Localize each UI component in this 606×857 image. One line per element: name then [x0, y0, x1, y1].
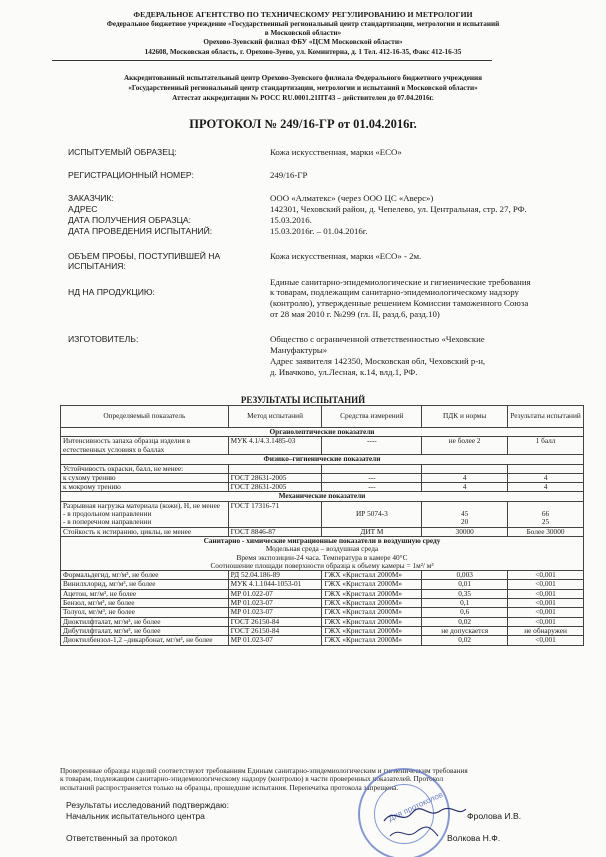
- field-value: 249/16-ГР: [270, 170, 308, 180]
- table-cell: [508, 464, 584, 473]
- table-cell: ГЖХ «Кристалл 2000М»: [322, 571, 422, 580]
- table-row: [61, 580, 584, 589]
- table-cell: [228, 464, 322, 473]
- stamp-text: Для протоколов: [386, 789, 445, 824]
- field-label: ДАТА ПРОВЕДЕНИЯ ИСПЫТАНИЙ:: [68, 226, 213, 236]
- header-line: 142608, Московская область, г. Орехово-Зуево, ул. Коминтерна, д. 1 Тел. 412-16-35, Факс 412-16-35: [144, 48, 462, 56]
- table-cell: 0,6: [422, 608, 508, 617]
- table-cell: ГЖХ «Кристалл 2000М»: [322, 636, 422, 645]
- table-cell: Ацетон, мг/м³, не более: [61, 589, 229, 598]
- responsible-name: Волкова Н.Ф.: [447, 833, 501, 843]
- table-cell: [322, 464, 422, 473]
- note-line: к товарам, подлежащим санитарно-эпидемиологическому надзору (контролю) в части проверенных показателей. Протокол: [60, 774, 444, 784]
- table-cell: Диоктилфталат, мг/м³, не более: [61, 617, 229, 626]
- cell-line: - в поперечном направлении: [63, 517, 152, 527]
- table-cell: [61, 501, 229, 527]
- table-cell: ГЖХ «Кристалл 2000М»: [322, 626, 422, 635]
- table-cell: [422, 464, 508, 473]
- table-cell: 0,02: [422, 617, 508, 626]
- section-row: [61, 492, 584, 501]
- table-row: [61, 464, 584, 473]
- field-label: ИСПЫТУЕМЫЙ ОБРАЗЕЦ:: [68, 147, 177, 157]
- table-cell: ГОСТ 28631-2005: [228, 483, 322, 492]
- chem-rows: [61, 571, 584, 645]
- table-cell: не обнаружен: [508, 626, 584, 635]
- table-cell: ГОСТ 26150-84: [228, 626, 322, 635]
- header-line: «Государственный региональный центр стандартизации, метрологии и испытаний в Московской области»: [128, 84, 478, 92]
- cell-line: 66: [541, 509, 550, 519]
- table-cell: Бензол, мг/м³, не более: [61, 599, 229, 608]
- table-cell: МР 01.023-07: [228, 636, 322, 645]
- section-line: Время экспозиции-24 часа. Температура в камере 40°С: [236, 552, 408, 562]
- header-line: Аккредитованный испытательный центр Орехово-Зуевского филиала Федерального бюджетного учреждения: [123, 74, 483, 82]
- field-label: ИСПЫТАНИЯ:: [68, 261, 126, 271]
- table-cell: к мокрому трению: [61, 483, 229, 492]
- head-name: Фролова И.В.: [467, 811, 522, 821]
- field-value: 15.03.2016.: [270, 215, 312, 225]
- table-cell: 1 балл: [508, 437, 584, 455]
- table-header-row: [61, 406, 584, 428]
- column-header: Результаты испытаний: [508, 406, 584, 428]
- cell-line: 20: [461, 517, 469, 527]
- table-row: [61, 608, 584, 617]
- field-label: ИЗГОТОВИТЕЛЬ:: [68, 334, 139, 344]
- field-value: 15.03.2016г. – 01.04.2016г.: [270, 226, 368, 236]
- cell-line: Разрывная нагрузка материала (кожи), Н, не менее: [63, 500, 221, 510]
- table-cell: МУК 4.1.1044-1053-01: [228, 580, 322, 589]
- table-cell: <0,001: [508, 589, 584, 598]
- table-cell: Интенсивность запаха образца изделия в естественных условиях в баллах: [61, 437, 229, 455]
- table-cell: МР 01.022-07: [228, 589, 322, 598]
- field-label: ОБЪЕМ ПРОБЫ, ПОСТУПИВШЕЙ НА: [68, 251, 221, 261]
- table-cell: <0,001: [508, 580, 584, 589]
- field-value: Кожа искусственная, марки «ЕСО» - 2м.: [270, 251, 422, 261]
- results-title: РЕЗУЛЬТАТЫ ИСПЫТАНИЙ: [240, 395, 366, 405]
- table-cell: ГЖХ «Кристалл 2000М»: [322, 599, 422, 608]
- field-value: ООО «Алматекс» (через ООО ЦС «Аверс»): [270, 193, 434, 203]
- field-value: (контролю), утвержденные решением Комиссии таможенного Союза: [270, 298, 529, 308]
- field-value: Адрес заявителя 142350, Московская обл, Чеховский р-н,: [270, 356, 486, 366]
- table-cell: <0,001: [508, 599, 584, 608]
- table-row: [61, 589, 584, 598]
- section-line: Модельная среда – воздушная среда: [265, 544, 379, 554]
- table-cell: ---: [322, 483, 422, 492]
- field-value: Кожа искусственная, марки «ЕСО»: [270, 147, 402, 157]
- section-block: [61, 536, 584, 570]
- section-row: [61, 455, 584, 464]
- table-cell: Стойкость к истиранию, циклы, не менее: [61, 527, 229, 536]
- table-cell: к сухому трению: [61, 473, 229, 482]
- table-cell: Более 30000: [508, 527, 584, 536]
- header-divider: [52, 60, 492, 61]
- field-value: 142301, Чеховский район, д. Чепелево, ул. Центральная, стр. 27, РФ.: [270, 204, 527, 214]
- table-cell: ---: [322, 473, 422, 482]
- table-cell: 4: [508, 473, 584, 482]
- table-cell: Толуол, мг/м³, не более: [61, 608, 229, 617]
- table-cell: 4: [422, 473, 508, 482]
- table-row: [61, 437, 584, 455]
- column-header: ПДК и нормы: [422, 406, 508, 428]
- table-cell: ГОСТ 28631-2005: [228, 473, 322, 482]
- cell-line: 45: [461, 509, 469, 519]
- field-label: АДРЕС: [68, 204, 98, 214]
- table-cell: <0,001: [508, 617, 584, 626]
- field-value: к товарам, подлежащим санитарно-эпидемиологическому надзору: [270, 287, 519, 297]
- header-line: Федеральное бюджетное учреждение «Государственный региональный центр стандартизации, метрологии и испытаний: [106, 20, 500, 28]
- accreditation-line: Аттестат аккредитации № РОСС RU.0001.21ПТ43 – действителен до 07.04.2016г.: [172, 94, 434, 102]
- table-cell: ГЖХ «Кристалл 2000М»: [322, 617, 422, 626]
- table-cell: 0,02: [422, 636, 508, 645]
- table-cell: 4: [422, 483, 508, 492]
- table-cell: <0,001: [508, 571, 584, 580]
- agency-header: ФЕДЕРАЛЬНОЕ АГЕНТСТВО ПО ТЕХНИЧЕСКОМУ РЕГУЛИРОВАНИЮ И МЕТРОЛОГИИ: [133, 10, 473, 19]
- table-cell: РД 52.04.186-89: [228, 571, 322, 580]
- field-value: Мануфактуры»: [270, 345, 328, 355]
- note-line: Проверенные образцы изделий соответствуют требованиям Единым санитарно-эпидемиологическим и гигиеническим требования: [60, 766, 468, 775]
- header-line: Орехово-Зуевский филиал ФБУ «ЦСМ Московской области»: [203, 38, 403, 46]
- table-cell: 4: [508, 483, 584, 492]
- table-cell: 30000: [422, 527, 508, 536]
- table-cell: ГОСТ 17316-71: [228, 501, 322, 527]
- note-line: испытаний распространяется только на образцы, прошедшие испытания. Перепечатка протокола запрещена.: [60, 782, 399, 792]
- table-cell: [508, 501, 584, 527]
- field-value: Единые санитарно-эпидемиологические и гигиенические требования: [270, 277, 531, 287]
- section-title: Органолептические показатели: [61, 428, 584, 437]
- field-label: ЗАКАЗЧИК:: [68, 193, 114, 203]
- field-label: РЕГИСТРАЦИОННЫЙ НОМЕР:: [68, 170, 194, 180]
- table-cell: Диоктилбензол-1,2 –дикарбонат, мг/м³, не более: [61, 636, 229, 645]
- field-label: НД НА ПРОДУКЦИЮ:: [68, 287, 155, 297]
- section-title: Физико–гигиенические показатели: [61, 455, 584, 464]
- confirmation-text: Результаты исследований подтверждаю:: [66, 800, 230, 810]
- table-cell: ГОСТ 26150-84: [228, 617, 322, 626]
- section-title: Механические показатели: [61, 492, 584, 501]
- table-cell: 0,1: [422, 599, 508, 608]
- table-cell: не более 2: [422, 437, 508, 455]
- table-cell: 0,01: [422, 580, 508, 589]
- table-cell: Дибутилфталат, мг/м³, не более: [61, 626, 229, 635]
- table-cell: ДИТ М: [322, 527, 422, 536]
- table-cell: ИР 5074-3: [322, 501, 422, 527]
- column-header: Определяемый показатель: [61, 406, 229, 428]
- table-cell: Винилхлорид, мг/м³, не более: [61, 580, 229, 589]
- results-table: [60, 405, 584, 646]
- protocol-title: ПРОТОКОЛ № 249/16-ГР от 01.04.2016г.: [189, 117, 417, 131]
- column-header: Средства измерений: [322, 406, 422, 428]
- table-cell: 0,003: [422, 571, 508, 580]
- table-cell: МР 01.023-07: [228, 599, 322, 608]
- table-cell: не допускается: [422, 626, 508, 635]
- table-cell: ГЖХ «Кристалл 2000М»: [322, 608, 422, 617]
- field-value: д. Ивачково, ул.Лесная, к.14, влд.1, РФ.: [270, 367, 418, 377]
- field-label: ДАТА ПОЛУЧЕНИЯ ОБРАЗЦА:: [68, 215, 192, 225]
- table-row: [61, 473, 584, 482]
- table-row: [61, 501, 584, 527]
- table-cell: ГОСТ 8846-87: [228, 527, 322, 536]
- cell-line: 25: [541, 517, 550, 527]
- field-value: от 28 мая 2010 г. №299 (гл. II, разд.6, разд.10): [270, 309, 440, 319]
- table-cell: ГЖХ «Кристалл 2000М»: [322, 589, 422, 598]
- table-row: [61, 636, 584, 645]
- column-header: Метод испытаний: [228, 406, 322, 428]
- table-cell: 0,35: [422, 589, 508, 598]
- responsible-label: Ответственный за протокол: [66, 833, 177, 843]
- header-line: в Московской области»: [264, 29, 342, 37]
- section-title: Санитарно - химические миграционные показатели в воздушную среду: [203, 535, 441, 545]
- table-cell: <0,001: [508, 636, 584, 645]
- field-value: Общество с ограниченной ответственностью «Чеховские: [270, 334, 485, 344]
- table-row: [61, 599, 584, 608]
- table-cell: МР 01.023-07: [228, 608, 322, 617]
- table-cell: [422, 501, 508, 527]
- table-cell: Формальдегид, мг/м³, не более: [61, 571, 229, 580]
- table-cell: <0,001: [508, 608, 584, 617]
- conclusion-note: [60, 767, 586, 792]
- section-line: Соотношение площади поверхности образца к объему камеры = 1м²/ м³: [210, 560, 434, 570]
- section-row: [61, 536, 584, 570]
- table-cell: МУК 4.1/4.3.1485-03: [228, 437, 322, 455]
- table-cell: Устойчивость окраски, балл, не менее:: [61, 464, 229, 473]
- table-cell: ----: [322, 437, 422, 455]
- table-cell: ГЖХ «Кристалл 2000М»: [322, 580, 422, 589]
- head-label: Начальник испытательного центра: [66, 811, 205, 821]
- cell-line: - в продольном направлении: [63, 509, 152, 519]
